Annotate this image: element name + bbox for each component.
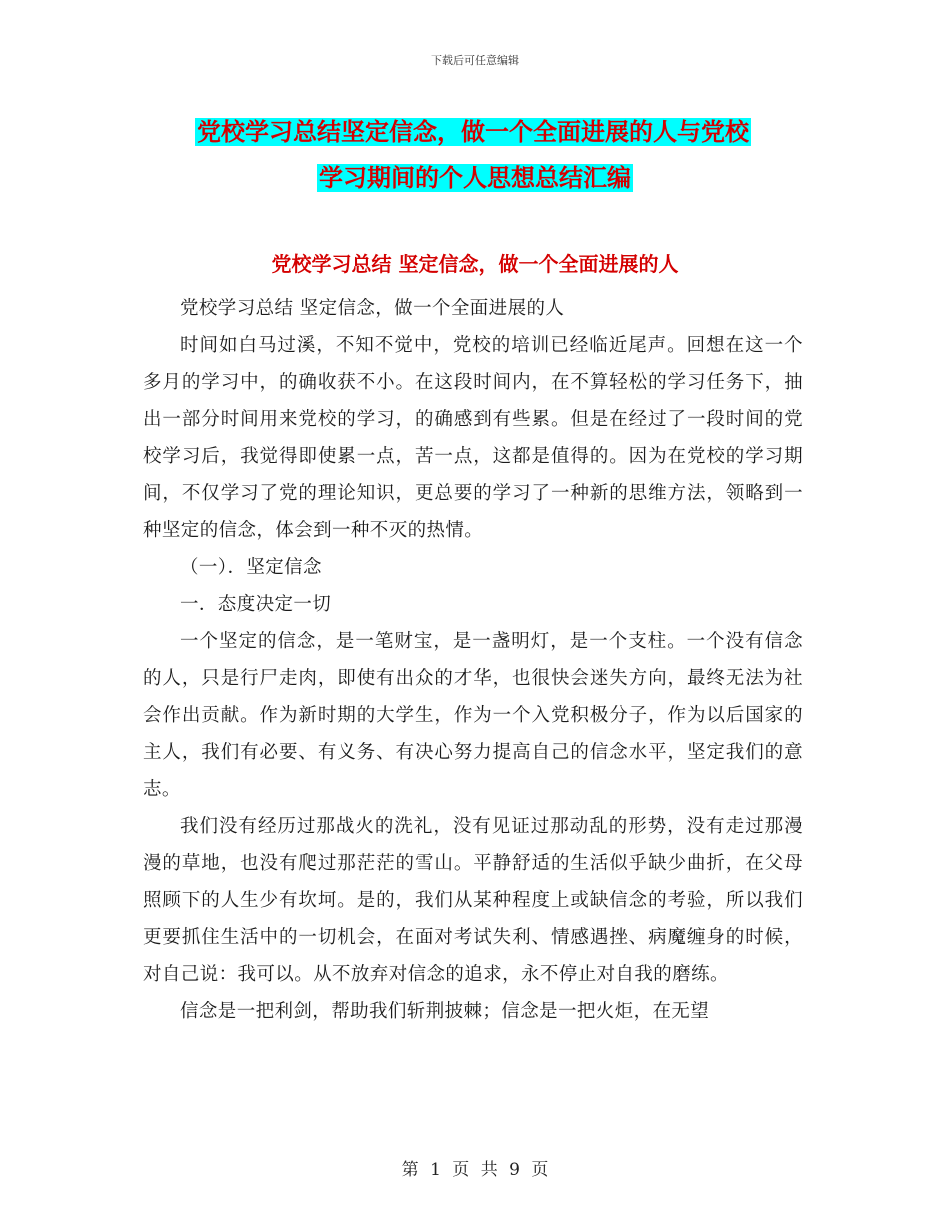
title-line-1-text: 党校学习总结坚定信念，做一个全面进展的人与党校 bbox=[197, 118, 749, 146]
paragraph-opening: 时间如白马过溪，不知不觉中，党校的培训已经临近尾声。回想在这一个多月的学习中，的确收获不小。在这段时间内，在不算轻松的学习任务下，抽出一部分时间用来党校的学习，的确感到有些累。但是在经过了一段时间的党校学习后，我觉得即使累一点，苦一点，这都是值得的。因为在党校的学习期间，不仅学习了党的理论知识，更总要的学习了一种新的思维方法，领略到一种坚定的信念，体会到一种不灭的热情。 bbox=[143, 335, 803, 541]
paragraph-belief: 一个坚定的信念，是一笔财宝，是一盏明灯，是一个支柱。一个没有信念的人，只是行尸走肉，即使有出众的才华，也很快会迷失方向，最终无法为社会作出贡献。作为新时期的大学生，作为一个入党积极分子，作为以后国家的主人，我们有必要、有义务、有决心努力提高自己的信念水平，坚定我们的意志。 bbox=[143, 631, 803, 800]
title-line-2-text: 学习期间的个人思想总结汇编 bbox=[319, 164, 631, 192]
paragraph-experience: 我们没有经历过那战火的洗礼，没有见证过那动乱的形势，没有走过那漫漫的草地，也没有爬过那茫茫的雪山。平静舒适的生活似乎缺少曲折，在父母照顾下的人生少有坎坷。是的，我们从某种程度上或缺信念的考验，所以我们更要抓住生活中的一切机会，在面对考试失利、情感遇挫、病魔缠身的时候，对自己说：我可以。从不放弃对信念的追求，永不停止对自我的磨练。 bbox=[143, 816, 803, 985]
paragraph-intro-title: 党校学习总结 坚定信念，做一个全面进展的人 bbox=[180, 298, 565, 319]
document-body bbox=[143, 290, 803, 1030]
section-heading-attitude: 一．态度决定一切 bbox=[180, 594, 332, 615]
document-title-line-2 bbox=[0, 158, 950, 193]
header-note: 下载后可任意编辑 bbox=[431, 54, 519, 67]
paragraph-belief-sword: 信念是一把利剑，帮助我们斩荆披棘；信念是一把火炬，在无望 bbox=[180, 1001, 710, 1022]
section-subtitle: 党校学习总结 坚定信念，做一个全面进展的人 bbox=[271, 252, 679, 276]
section-heading-firm-belief: （一）．坚定信念 bbox=[180, 557, 322, 578]
document-title-line-1 bbox=[195, 112, 751, 147]
page-footer: 第 1 页 共 9 页 bbox=[401, 1160, 549, 1180]
